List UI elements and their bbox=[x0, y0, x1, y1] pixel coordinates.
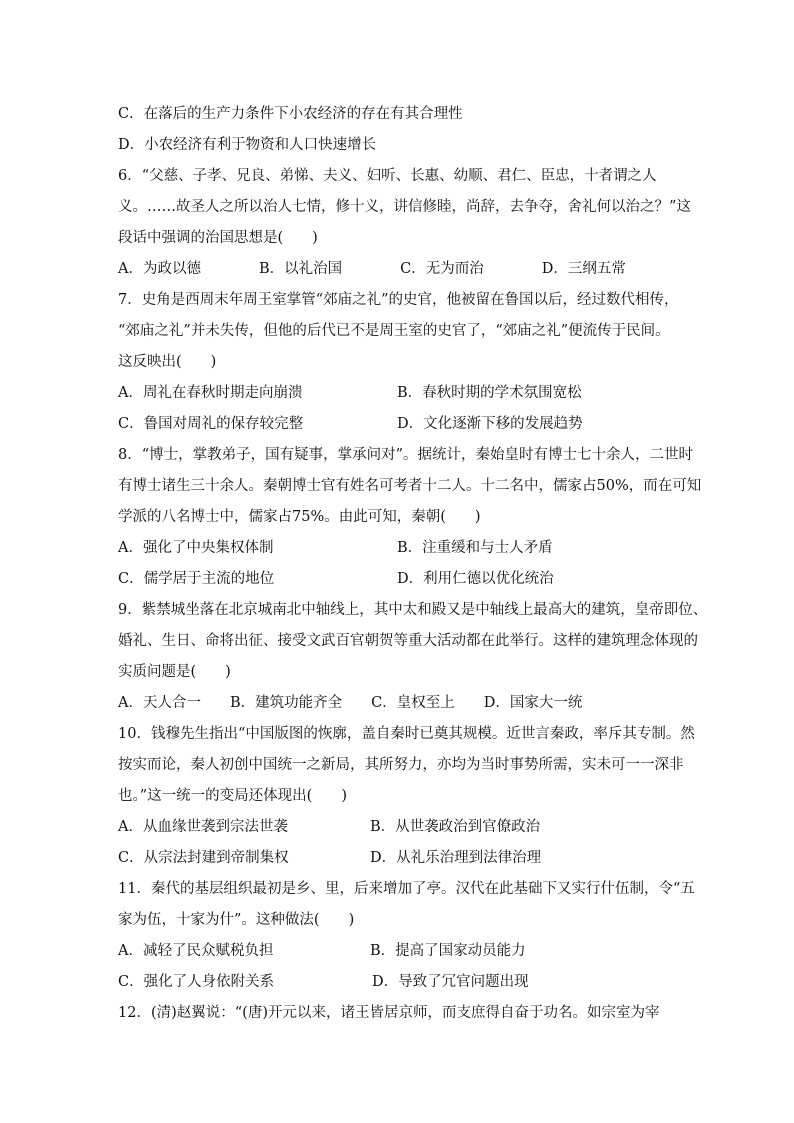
question-11-option-d: D．导致了冗官问题出现 bbox=[372, 974, 529, 990]
question-6-text: 6．“父慈、子孝、兄良、弟悌、夫义、妇听、长惠、幼顺、君仁、臣忠，十者谓之人 bbox=[118, 168, 657, 184]
option-line: D．小农经济有利于物资和人口快速增长 bbox=[118, 137, 377, 153]
question-6-text: 义。……故圣人之所以治人七情，修十义，讲信修睦，尚辞，去争夺，舍礼何以治之？”这 bbox=[118, 199, 691, 215]
question-8-option-a: A．强化了中央集权体制 bbox=[118, 540, 274, 556]
question-6-options: A．为政以德 B．以礼治国 C．无为而治 D．三纲五常 bbox=[118, 261, 626, 277]
question-8-option-c: C．儒学居于主流的地位 bbox=[118, 571, 275, 587]
question-8-text: 学派的八名博士中，儒家占75%。由此可知，秦朝( ) bbox=[118, 509, 481, 525]
question-11-option-b: B．提高了国家动员能力 bbox=[370, 943, 526, 959]
question-7-option-c: C．鲁国对周礼的保存较完整 bbox=[118, 416, 304, 432]
question-7-text: “郊庙之礼”并未失传，但他的后代已不是周王室的史官了，“郊庙之礼”便流传于民间。 bbox=[118, 323, 670, 339]
question-7-option-b: B．春秋时期的学术氛围宽松 bbox=[397, 385, 582, 401]
question-10-option-a: A．从血缘世袭到宗法世袭 bbox=[118, 819, 288, 835]
question-12-text: 12．(清)赵翼说：“(唐)开元以来，诸王皆居京师，而支庶得自奋于功名。如宗室为宰 bbox=[118, 1005, 660, 1021]
question-10-option-b: B．从世袭政治到官僚政治 bbox=[370, 819, 541, 835]
option-line: C．在落后的生产力条件下小农经济的存在有其合理性 bbox=[118, 106, 463, 122]
question-7-text: 7．史角是西周末年周王室掌管“郊庙之礼”的史官，他被留在鲁国以后，经过数代相传， bbox=[118, 292, 679, 308]
question-7-option-d: D．文化逐渐下移的发展趋势 bbox=[397, 416, 583, 432]
question-10-option-c: C．从宗法封建到帝制集权 bbox=[118, 850, 289, 866]
question-6-text: 段话中强调的治国思想是( ) bbox=[118, 230, 318, 246]
question-9-text: 9．紫禁城坐落在北京城南北中轴线上，其中太和殿又是中轴线上最高大的建筑，皇帝即位、 bbox=[118, 602, 708, 618]
question-10-text: 也。”这一统一的变局还体现出( ) bbox=[118, 788, 347, 804]
question-10-text: 按实而论，秦人初创中国统一之新局，其所努力，亦均为当时事势所需，实未可一一深非 bbox=[118, 757, 684, 773]
question-9-text: 实质问题是( ) bbox=[118, 664, 231, 680]
question-7-option-a: A．周礼在春秋时期走向崩溃 bbox=[118, 385, 303, 401]
question-8-option-b: B．注重缓和与士人矛盾 bbox=[397, 540, 553, 556]
question-11-text: 家为伍，十家为什”。这种做法( ) bbox=[118, 912, 355, 928]
question-9-options: A．天人合一 B．建筑功能齐全 C．皇权至上 D．国家大一统 bbox=[118, 695, 583, 711]
question-9-text: 婚礼、生日、命将出征、接受文武百官朝贺等重大活动都在此举行。这样的建筑理念体现的 bbox=[118, 633, 698, 649]
question-11-option-a: A．减轻了民众赋税负担 bbox=[118, 943, 274, 959]
question-8-option-d: D．利用仁德以优化统治 bbox=[397, 571, 554, 587]
question-11-option-c: C．强化了人身依附关系 bbox=[118, 974, 275, 990]
question-8-text: 有博士诸生三十余人。秦朝博士官有姓名可考者十二人。十二名中，儒家占50%，而在可知 bbox=[118, 478, 702, 494]
question-10-option-d: D．从礼乐治理到法律治理 bbox=[370, 850, 542, 866]
question-10-text: 10．钱穆先生指出“中国版图的恢廓，盖自秦时已奠其规模。近世言秦政，率斥其专制。然 bbox=[118, 726, 695, 742]
question-11-text: 11．秦代的基层组织最初是乡、里，后来增加了亭。汉代在此基础下又实行什伍制，令“五 bbox=[118, 881, 695, 897]
question-7-text: 这反映出( ) bbox=[118, 354, 217, 370]
question-8-text: 8．“博士，掌教弟子，国有疑事，掌承问对”。据统计，秦始皇时有博士七十余人，二世时 bbox=[118, 447, 694, 463]
